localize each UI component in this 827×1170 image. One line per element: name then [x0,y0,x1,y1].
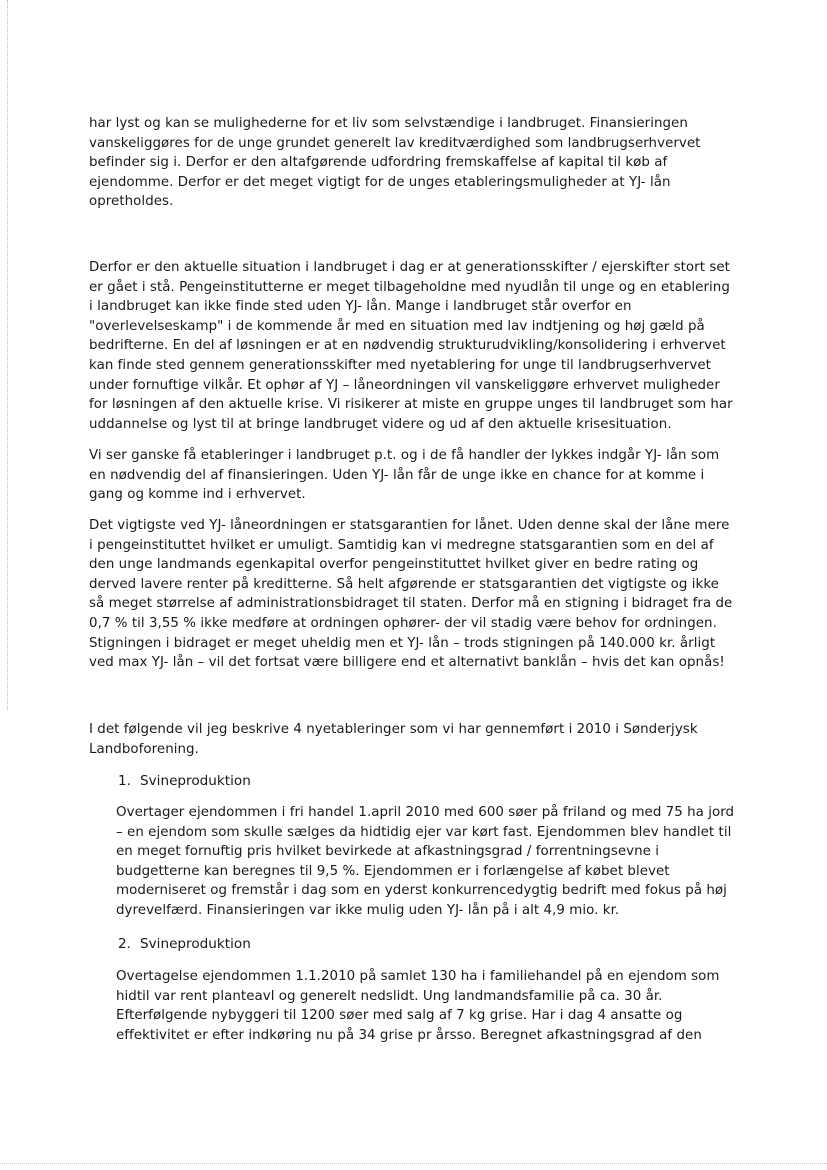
text-line: Efterfølgende nybyggeri til 1200 søer med salg af 7 kg grise. Har i dag 4 ansatte og [116,1008,683,1024]
paragraph-few-establishments [89,446,769,505]
text-line: i landbruget kan ikke finde sted uden YJ- lån. Mange i landbruget står overfor en [89,299,632,315]
text-line: ejendomme. Derfor er det meget vigtigt for de unges etableringsmuligheder at YJ- lån [89,174,671,190]
text-line: Landboforening. [89,741,199,757]
text-line: kan finde sted gennem generationsskifter med nyetablering for unge til landbrugserhvervet [89,357,711,373]
text-line: I det følgende vil jeg beskrive 4 nyetableringer som vi har gennemført i 2010 i Sønderjysk [89,722,698,737]
text-line: Derfor er den aktuelle situation i landbruget i dag er at generationsskifter / ejerskifter stort set [89,260,730,275]
text-line: effektivitet er efter indkøring nu på 34 grise pr årsso. Beregnet afkastningsgrad af den [116,1027,702,1043]
text-line: ved max YJ- lån – vil det fortsat være billigere end et alternativt banklån – hvis det kan opnås! [89,655,725,671]
text-line: bedrifterne. En del af løsningen er at en nødvendig strukturudvikling/konsolidering i erhvervet [89,338,726,354]
text-line: 0,7 % til 3,55 % ikke medføre at ordningen ophører- der vil stadig være behov for ordningen. [89,615,717,631]
text-line: Det vigtigste ved YJ- låneordningen er statsgarantien for lånet. Uden denne skal der låne mere [89,518,730,533]
text-line: gang og komme ind i erhvervet. [89,487,306,503]
text-line: – en ejendom som skulle sælges da hidtidig ejer var kørt fast. Ejendommen blev handlet til [116,824,732,840]
text-line: en meget fornuftig pris hvilket bevirkede at afkastningsgrad / forrentningsevne i [116,844,660,860]
text-line: den unge landmands egenkapital overfor pengeinstituttet hvilket giver en bedre rating og [89,557,699,573]
text-line: budgetterne kan beregnes til 9,5 %. Ejendommen er i forlængelse af købet blevet [116,863,670,879]
text-line: "overlevelseskamp" i de kommende år med en situation med lav indtjening og høj gæld på [89,318,705,334]
text-line: opretholdes. [89,194,174,210]
text-line: dyrevelfærd. Finansieringen var ikke mulig uden YJ- lån på i alt 4,9 mio. kr. [116,902,620,918]
text-line: Stigningen i bidraget er meget uheldig men et YJ- lån – trods stigningen på 140.000 kr. årligt [89,635,716,651]
scan-bottom-edge [0,1163,827,1164]
text-line: vanskeliggøres for de unge grundet generelt lav kreditværdighed som landbrugserhvervet [89,135,701,151]
text-line: hidtil var rent planteavl og generelt nedslidt. Ung landmandsfamilie på ca. 30 år. [116,988,663,1004]
text-line: derved lavere renter på kreditterne. Så helt afgørende er statsgarantien det vigtigste og ikke [89,576,719,592]
text-line: for løsningen af den aktuelle krise. Vi risikerer at miste en gruppe unges til landbruget som har [89,397,733,413]
case-body-1 [116,803,776,921]
paragraph-intro-cases [89,720,769,759]
paragraph-current-situation [89,258,769,434]
case-heading-2 [118,935,251,955]
scan-left-edge [7,0,8,710]
text-line: befinder sig i. Derfor er den altafgørende udfordring fremskaffelse af kapital til køb af [89,155,668,171]
case-number: 1. [118,773,131,789]
text-line: en nødvendig del af finansieringen. Uden YJ- lån får de unge ikke en chance for at komme i [89,467,705,483]
text-line: Vi ser ganske få etableringer i landbruget p.t. og i de få handler der lykkes indgår YJ- lån som [89,448,720,463]
text-line: i pengeinstituttet hvilket er umuligt. Samtidig kan vi medregne statsgarantien som en del af [89,537,714,553]
paragraph-financing [89,114,769,212]
case-heading-1 [118,772,251,792]
text-line: er gået i stå. Pengeinstitutterne er meget tilbageholdne med nyudlån til unge og en etablering [89,279,730,295]
text-line: Overtagelse ejendommen 1.1.2010 på samlet 130 ha i familiehandel på en ejendom som [116,969,720,984]
case-title: Svineproduktion [140,773,251,789]
text-line: så meget størrelse af administrationsbidraget til staten. Derfor må en stigning i bidraget fra de [89,596,733,612]
text-line: under fornuftige vilkår. Et ophør af YJ – låneordningen vil vanskeliggøre erhvervet muligheder [89,377,720,393]
text-line: har lyst og kan se mulighederne for et liv som selvstændige i landbruget. Finansieringen [89,116,688,131]
case-title: Svineproduktion [140,936,251,952]
case-number: 2. [118,936,131,952]
text-line: uddannelse og lyst til at bringe landbruget videre og ud af den aktuelle krisesituation. [89,416,672,432]
text-line: moderniseret og fremstår i dag som en yderst konkurrencedygtig bedrift med fokus på høj [116,883,727,899]
case-body-2 [116,967,776,1045]
paragraph-state-guarantee [89,516,769,673]
text-line: Overtager ejendommen i fri handel 1.april 2010 med 600 søer på friland og med 75 ha jord [116,805,735,820]
